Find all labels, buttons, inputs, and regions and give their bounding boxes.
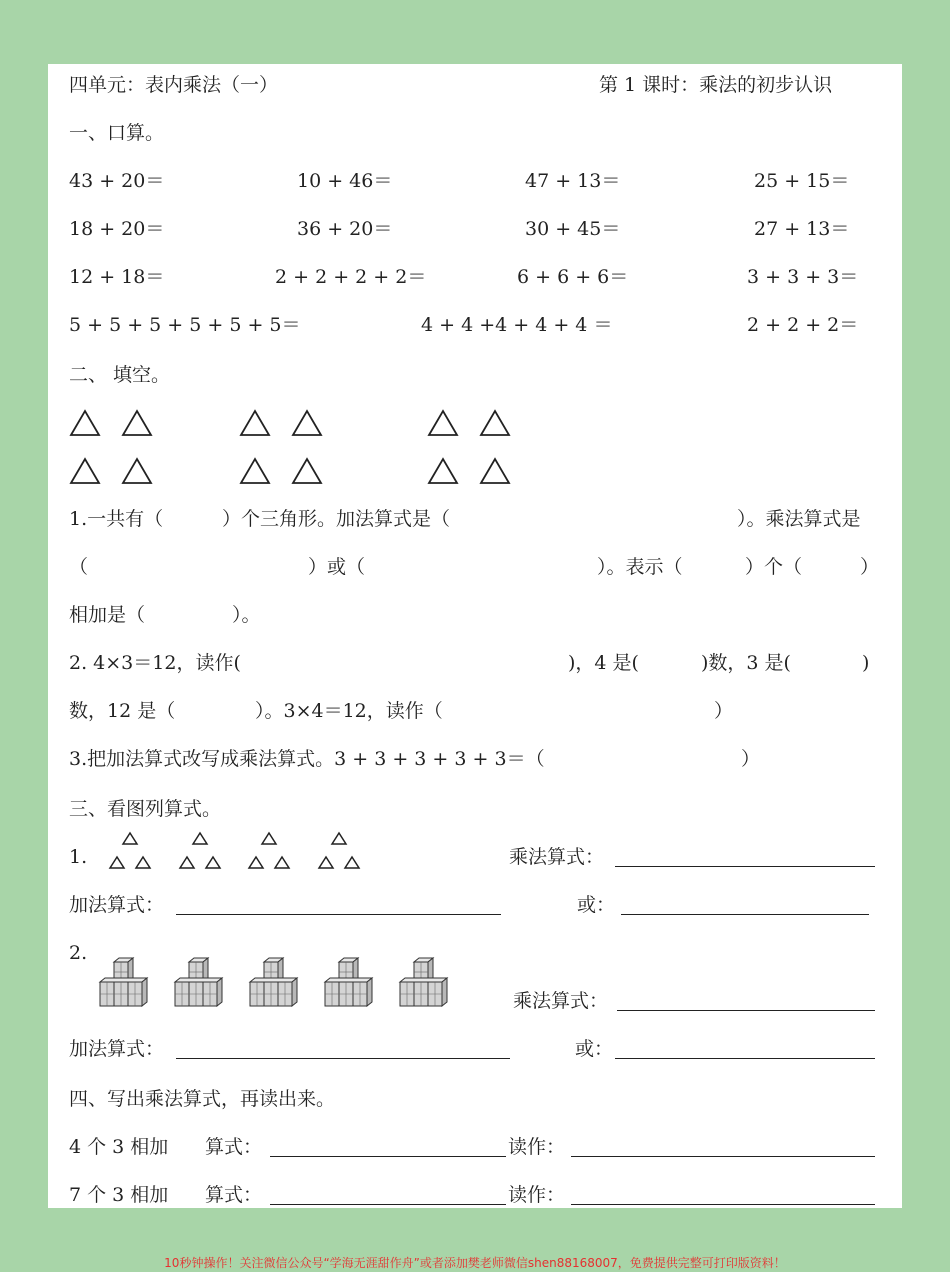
small-triangle-groups-figure	[106, 830, 366, 874]
triangle-icon	[429, 459, 457, 483]
item1-add-answer-line[interactable]	[176, 914, 501, 915]
q1-text-c: ）。乘法算式是	[737, 508, 861, 530]
section3-heading: 三、看图列算式。	[69, 798, 222, 820]
q1-text-g: ）个（	[745, 556, 803, 578]
cube-stack-icon	[250, 958, 297, 1006]
mental-math-item: 25 + 15＝	[754, 170, 850, 192]
q2-text-c: )数，3 是(	[701, 652, 791, 674]
item2-or-answer-line[interactable]	[615, 1058, 875, 1059]
triangle-icon	[319, 857, 333, 868]
section1-heading: 一、口算。	[69, 122, 165, 144]
footer-notice: 10秒钟操作！关注微信公众号“学海无涯甜作舟”或者添加樊老师微信shen88168007，免费提供完整可打印版资料！	[164, 1256, 786, 1270]
triangle-icon	[293, 411, 321, 435]
q2-text-e: 数，12 是（	[69, 700, 176, 722]
triangle-icon	[180, 857, 194, 868]
item2-or-label: 或：	[575, 1038, 614, 1060]
item1-or-answer-line[interactable]	[621, 914, 869, 915]
triangle-icon	[136, 857, 150, 868]
q1-text-f: ）。表示（	[597, 556, 683, 578]
triangle-icon	[262, 833, 276, 844]
mental-math-item: 5 + 5 + 5 + 5 + 5 + 5＝	[69, 314, 301, 336]
item1-mult-answer-line[interactable]	[615, 866, 875, 867]
mental-math-item: 10 + 46＝	[297, 170, 393, 192]
section4-read-label: 读作：	[508, 1136, 566, 1158]
triangle-icon	[481, 459, 509, 483]
cube-stack-icon	[100, 958, 147, 1006]
triangle-icon	[123, 459, 151, 483]
triangle-icon	[110, 857, 124, 868]
item2-number: 2.	[69, 942, 88, 964]
q1-text-j: ）。	[232, 604, 261, 626]
mental-math-item: 4 + 4 +4 + 4 + 4 ＝	[421, 314, 613, 336]
mental-math-item: 47 + 13＝	[525, 170, 621, 192]
item2-add-label: 加法算式：	[69, 1038, 165, 1060]
q2-text-a: 2. 4×3＝12，读作(	[69, 652, 241, 674]
q1-text-b: ）个三角形。加法算式是（	[222, 508, 451, 530]
triangle-group-figure	[68, 407, 538, 489]
lesson-title: 第 1 课时：乘法的初步认识	[599, 74, 833, 96]
triangle-icon	[275, 857, 289, 868]
item2-mult-answer-line[interactable]	[617, 1010, 875, 1011]
cube-stack-icon	[175, 958, 222, 1006]
mental-math-item: 12 + 18＝	[69, 266, 165, 288]
section4-row-desc: 7 个 3 相加	[69, 1184, 169, 1206]
item1-add-label: 加法算式：	[69, 894, 165, 916]
triangle-icon	[345, 857, 359, 868]
q1-text-d: （	[69, 556, 89, 578]
triangle-icon	[71, 459, 99, 483]
triangle-icon	[71, 411, 99, 435]
section4-formula-answer-line[interactable]	[270, 1156, 506, 1157]
triangle-icon	[206, 857, 220, 868]
section4-read-answer-line[interactable]	[571, 1204, 875, 1205]
section2-heading: 二、 填空。	[69, 364, 171, 386]
mental-math-item: 27 + 13＝	[754, 218, 850, 240]
worksheet-page	[48, 64, 902, 1208]
item1-number: 1.	[69, 846, 88, 868]
q1-text-i: 相加是（	[69, 604, 146, 626]
q2-text-b: )，4 是(	[568, 652, 639, 674]
section4-row-desc: 4 个 3 相加	[69, 1136, 169, 1158]
triangle-icon	[123, 833, 137, 844]
triangle-icon	[481, 411, 509, 435]
triangle-icon	[249, 857, 263, 868]
triangle-icon	[123, 411, 151, 435]
section4-formula-label: 算式：	[205, 1136, 263, 1158]
q3-text-a: 3.把加法算式改写成乘法算式。3 + 3 + 3 + 3 + 3＝（	[69, 748, 545, 770]
mental-math-item: 2 + 2 + 2 + 2＝	[275, 266, 427, 288]
mental-math-item: 6 + 6 + 6＝	[517, 266, 629, 288]
mental-math-item: 3 + 3 + 3＝	[747, 266, 859, 288]
q2-text-d: )	[862, 652, 870, 674]
triangle-icon	[193, 833, 207, 844]
q1-text-e: ）或（	[308, 556, 366, 578]
mental-math-item: 30 + 45＝	[525, 218, 621, 240]
q1-text-a: 1.一共有（	[69, 508, 164, 530]
q1-text-h: ）	[860, 556, 880, 578]
unit-title: 四单元：表内乘法（一）	[69, 74, 279, 96]
mental-math-item: 43 + 20＝	[69, 170, 165, 192]
item2-add-answer-line[interactable]	[176, 1058, 510, 1059]
triangle-icon	[241, 459, 269, 483]
mental-math-item: 18 + 20＝	[69, 218, 165, 240]
mental-math-item: 2 + 2 + 2＝	[747, 314, 859, 336]
mental-math-item: 36 + 20＝	[297, 218, 393, 240]
section4-formula-label: 算式：	[205, 1184, 263, 1206]
triangle-icon	[293, 459, 321, 483]
item2-mult-label: 乘法算式：	[513, 990, 609, 1012]
triangle-icon	[429, 411, 457, 435]
section4-heading: 四、写出乘法算式，再读出来。	[69, 1088, 336, 1110]
item1-or-label: 或：	[577, 894, 616, 916]
cube-stack-icon	[400, 958, 447, 1006]
section4-formula-answer-line[interactable]	[270, 1204, 506, 1205]
q2-text-f: ）。3×4＝12，读作（	[255, 700, 443, 722]
q3-text-b: ）	[741, 748, 761, 770]
cube-stack-icon	[325, 958, 372, 1006]
section4-read-answer-line[interactable]	[571, 1156, 875, 1157]
section4-read-label: 读作：	[508, 1184, 566, 1206]
q2-text-g: ）	[714, 700, 734, 722]
item1-mult-label: 乘法算式：	[509, 846, 605, 868]
cube-stacks-figure	[98, 954, 458, 1010]
triangle-icon	[332, 833, 346, 844]
triangle-icon	[241, 411, 269, 435]
